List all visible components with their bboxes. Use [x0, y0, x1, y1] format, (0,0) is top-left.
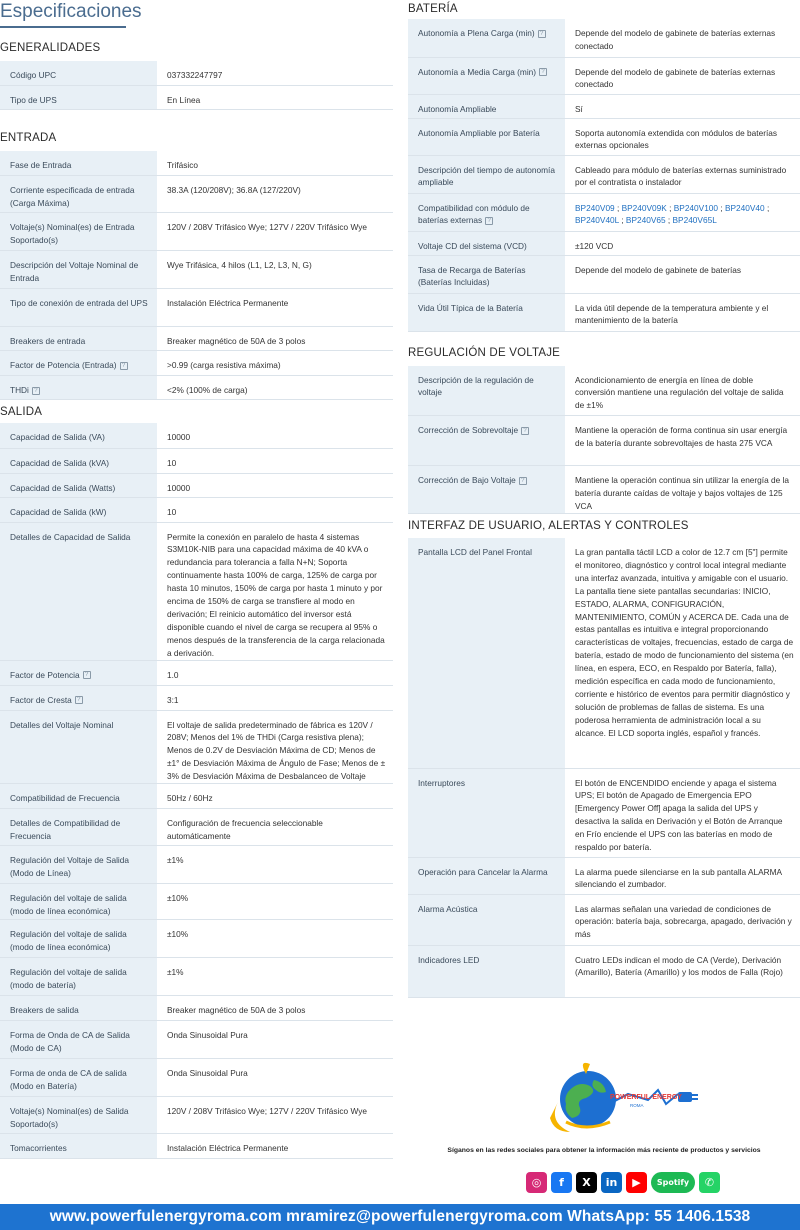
spec-value: La vida útil depende de la temperatura ambiente y el mantenimiento de la batería — [575, 302, 769, 326]
spec-value: >0.99 (carga resistiva máxima) — [167, 360, 281, 370]
logo-sub: ROMA — [630, 1103, 644, 1108]
spec-value: ±10% — [167, 929, 189, 940]
spec-label: Corrección de Sobrevoltaje — [418, 425, 519, 435]
spec-row — [0, 920, 393, 958]
info-icon[interactable]: ? — [83, 671, 91, 679]
spec-label-cell — [408, 945, 565, 997]
battery-module-link[interactable]: BP240V100 — [673, 202, 719, 213]
spec-label-cell — [0, 996, 157, 1021]
spec-value: El voltaje de salida predeterminado de fábrica es 120V / 208V; Menos del 1% de THDi (Carga resistiva plena); Menos de 0.2V de Desviación Máxima de CD; Menos de ±1° de Desviación Máxima de Ángulo de Fase; Menos de ± 3% de Desviación Máxima de Desbalanceo de Voltaje — [167, 719, 386, 782]
spec-label-cell — [408, 155, 565, 193]
spec-label: Factor de Potencia (Entrada) — [10, 360, 117, 370]
spec-value-cell — [157, 376, 393, 400]
spec-label: Tomacorrientes — [10, 1143, 67, 1154]
spec-row — [0, 996, 393, 1021]
spec-label-cell — [0, 920, 157, 958]
x-icon[interactable]: X — [576, 1172, 597, 1193]
spec-value-cell — [565, 231, 800, 255]
spec-value: La gran pantalla táctil LCD a color de 12.7 cm [5"] permite el monitoreo, diagnóstico y control local integral mediante una interfaz avanzada, intuitiva y amigable con el usuario. La pantalla tiene siete pantallas secundarias: INICIO, ESTADO, ALARMA, CONFIGURACIÓN, MANTENIMIENTO, COMÚN y ACERCA DE. Cada una de estas pantallas es intuitiva e integral proporcionando características de voltajes, frecuencias, estado de carga de batería, estado de modo de funcionamiento del sistema (en línea, en espera, ECO, en Respaldo por Batería, falla), medición específica en cada modo de funcionamiento, corriente e histórico de eventos para permitir diagnóstico y solución de problemas de fallas de sistema. Es una poderosa herramienta de administración local a su alcance. El LCD soporta inglés, español y francés. — [575, 547, 794, 738]
spec-row — [0, 327, 393, 351]
spec-label: Regulación del voltaje de salida (modo de línea económica) — [10, 929, 127, 952]
follow-text: Síganos en las redes sociales para obtener la información más reciente de productos y servicios — [447, 1147, 761, 1154]
spec-row — [408, 57, 800, 94]
spec-label-cell — [0, 1134, 157, 1159]
spec-value: Instalación Eléctrica Permanente — [167, 1143, 289, 1154]
spec-label: Capacidad de Salida (kW) — [10, 506, 107, 517]
spec-table-interfaz — [408, 538, 800, 998]
spec-label-cell — [0, 710, 157, 784]
spec-value: Trifásico — [167, 159, 199, 170]
spec-label-cell — [0, 1097, 157, 1134]
spec-row — [0, 884, 393, 920]
spec-row — [0, 660, 393, 685]
spec-value: Instalación Eléctrica Permanente — [167, 298, 289, 308]
spec-label: Corrección de Bajo Voltaje — [418, 475, 516, 485]
spec-label-cell — [408, 57, 565, 94]
spec-value: En Línea — [167, 94, 201, 105]
spec-value: 3:1 — [167, 694, 179, 705]
spec-row — [408, 768, 800, 857]
spec-value-cell — [157, 1021, 393, 1059]
spec-value-cell — [157, 958, 393, 996]
spec-label-cell — [0, 522, 157, 660]
spec-label: Interruptores — [418, 777, 466, 788]
spec-value: Cableado para módulo de baterías externas suministrado por el contratista o instalador — [575, 164, 787, 188]
spec-label-cell — [408, 193, 565, 231]
info-icon[interactable]: ? — [75, 696, 83, 704]
spec-label-cell — [408, 857, 565, 894]
spec-label: Indicadores LED — [418, 954, 480, 965]
spec-value-cell — [157, 1059, 393, 1097]
spec-row — [0, 809, 393, 846]
spec-row — [408, 231, 800, 255]
spec-label-cell — [0, 497, 157, 522]
spec-label: Operación para Cancelar la Alarma — [418, 866, 548, 877]
spec-label: Voltaje CD del sistema (VCD) — [418, 240, 527, 251]
spec-value-cell — [157, 884, 393, 920]
spec-row — [0, 1021, 393, 1059]
section-heading-bateria: BATERÍA — [408, 3, 458, 15]
info-icon[interactable]: ? — [521, 427, 529, 435]
spec-label: Voltaje(s) Nominal(es) de Entrada Soportado(s) — [10, 222, 135, 245]
spotify-icon[interactable]: Spotify — [651, 1172, 695, 1193]
spec-value-cell — [565, 538, 800, 768]
spec-value: ±1% — [167, 967, 184, 978]
spec-label-cell — [0, 784, 157, 809]
spec-table-bateria — [408, 19, 800, 332]
spec-value: Soporta autonomía extendida con módulos de baterías externas opcionales — [575, 127, 778, 151]
spec-row — [408, 894, 800, 945]
spec-value-cell — [157, 423, 393, 448]
spec-value-cell — [157, 710, 393, 784]
footer-contact-bar: www.powerfulenergyroma.com mramirez@powerfulenergyroma.com WhatsApp: 55 1406.1538 — [0, 1204, 800, 1230]
spec-label-cell — [0, 1021, 157, 1059]
spec-label: Alarma Acústica — [418, 903, 478, 914]
spec-value-cell — [157, 809, 393, 846]
spec-value-cell — [157, 151, 393, 176]
battery-module-link[interactable]: BP240V65 — [625, 215, 666, 226]
spec-value: 38.3A (120/208V); 36.8A (127/220V) — [167, 185, 301, 195]
spec-value-cell — [565, 945, 800, 997]
spec-label-cell — [408, 366, 565, 416]
spec-row — [0, 958, 393, 996]
spec-value-cell — [157, 846, 393, 884]
spec-label: Detalles de Compatibilidad de Frecuencia — [10, 818, 121, 841]
spec-value: 50Hz / 60Hz — [167, 793, 213, 804]
spec-label: Autonomía Ampliable — [418, 103, 497, 114]
section-heading-entrada: ENTRADA — [0, 131, 57, 144]
page-title: Especificaciones — [0, 1, 142, 22]
spec-row — [408, 366, 800, 416]
spec-label: Fase de Entrada — [10, 159, 72, 170]
spec-row — [0, 473, 393, 497]
spec-label: Regulación del Voltaje de Salida (Modo de Línea) — [10, 855, 130, 878]
battery-module-link[interactable]: BP240V09 — [575, 202, 615, 213]
spec-label: Tipo de conexión de entrada del UPS — [10, 298, 148, 308]
spec-value: 10 — [167, 506, 177, 517]
spec-label: Descripción del Voltaje Nominal de Entrada — [10, 260, 139, 283]
spec-label: Forma de Onda de CA de Salida (Modo de CA) — [10, 1030, 130, 1053]
spec-label-cell — [408, 255, 565, 293]
spec-value: Onda Sinusoidal Pura — [167, 1068, 248, 1079]
spec-value: Mantiene la operación continua sin utilizar la energía de la batería durante caídas de voltaje y bajos voltajes de 125 VCA — [575, 475, 790, 511]
spec-value: 10000 — [167, 482, 191, 493]
spec-row — [0, 289, 393, 327]
spec-row — [0, 61, 393, 85]
spec-label-cell — [0, 1059, 157, 1097]
spec-label: Capacidad de Salida (VA) — [10, 432, 105, 442]
spec-label-cell — [408, 293, 565, 331]
spec-row — [408, 94, 800, 118]
spec-label: Factor de Cresta — [10, 694, 72, 705]
spec-row — [0, 176, 393, 213]
logo-wordmark: POWERFUL-ENERGY — [610, 1094, 682, 1101]
spec-row — [0, 376, 393, 400]
spec-row — [0, 846, 393, 884]
battery-module-link[interactable]: BP240V65L — [672, 215, 717, 226]
spec-value: ±10% — [167, 893, 189, 904]
spec-row — [0, 522, 393, 660]
spec-label-cell — [0, 809, 157, 846]
spec-label: Autonomía Ampliable por Batería — [418, 127, 540, 138]
spec-row — [408, 155, 800, 193]
spec-value-cell — [157, 784, 393, 809]
info-icon[interactable]: ? — [485, 217, 493, 225]
info-icon[interactable]: ? — [32, 387, 40, 395]
spec-value: Wye Trifásica, 4 hilos (L1, L2, L3, N, G) — [167, 260, 312, 270]
spec-value: La alarma puede silenciarse en la sub pantalla ALARMA silenciando el zumbador. — [575, 866, 782, 890]
spec-value-cell — [157, 522, 393, 660]
spec-row — [0, 1097, 393, 1134]
spec-row — [0, 85, 393, 109]
spec-label-cell — [408, 416, 565, 466]
spec-value-cell — [157, 85, 393, 109]
spec-value-cell — [157, 1097, 393, 1134]
spec-row — [0, 423, 393, 448]
spec-label-cell — [0, 473, 157, 497]
spec-row — [408, 416, 800, 466]
spec-row — [408, 193, 800, 231]
spec-label-cell — [0, 660, 157, 685]
spec-label-cell — [0, 289, 157, 327]
spec-value: 10 — [167, 457, 177, 468]
spec-value-cell — [565, 94, 800, 118]
info-icon[interactable]: ? — [538, 30, 546, 38]
spec-label-cell — [0, 846, 157, 884]
spec-value-cell — [565, 155, 800, 193]
spec-row — [408, 293, 800, 331]
info-icon[interactable]: ? — [120, 362, 128, 370]
instagram-icon[interactable]: ◎ — [526, 1172, 547, 1193]
battery-module-link[interactable]: BP240V40L — [575, 215, 619, 226]
spec-label-cell — [0, 327, 157, 351]
spec-row — [408, 255, 800, 293]
section-heading-interfaz: INTERFAZ DE USUARIO, ALERTAS Y CONTROLES — [408, 520, 689, 532]
spec-value: Mantiene la operación de forma continua sin usar energía de la batería durante sobrevoltajes de hasta 275 VCA — [575, 425, 788, 448]
spec-label: Autonomía a Media Carga (min) — [418, 66, 537, 77]
spec-value-cell — [565, 366, 800, 416]
spec-row — [0, 251, 393, 289]
title-underline — [0, 26, 126, 28]
spec-row — [0, 448, 393, 473]
spec-label: THDi — [10, 385, 29, 395]
spec-label: Vida Útil Típica de la Batería — [418, 302, 523, 313]
spec-label-cell — [0, 685, 157, 710]
spec-table-salida — [0, 423, 393, 1159]
spec-label: Descripción del tiempo de autonomía ampliable — [418, 164, 555, 188]
spec-label: Corriente especificada de entrada (Carga Máxima) — [10, 185, 135, 208]
spec-value-cell — [157, 61, 393, 85]
spec-value: ±1% — [167, 855, 184, 866]
spec-value-cell — [565, 466, 800, 514]
spec-label-cell — [408, 538, 565, 768]
spec-label: Factor de Potencia — [10, 669, 80, 680]
spec-value-cell — [565, 19, 800, 57]
spec-row — [0, 213, 393, 251]
spec-value: Breaker magnético de 50A de 3 polos — [167, 1005, 306, 1016]
spec-label-cell — [408, 231, 565, 255]
spec-value-cell — [565, 416, 800, 466]
spec-row — [408, 857, 800, 894]
spec-row — [0, 497, 393, 522]
spec-label: Tasa de Recarga de Baterías (Baterías Incluidas) — [418, 264, 526, 288]
spec-value: Las alarmas señalan una variedad de condiciones de operación: batería baja, sobrecarga, apagado, derivación y más — [575, 903, 792, 940]
powerful-energy-logo — [408, 1062, 800, 1142]
spec-value-cell: BP240V09 ; BP240V09K ; BP240V100 ; BP240V40 ; BP240V40L ; BP240V65 ; BP240V65L — [565, 193, 800, 231]
spec-value: Depende del modelo de gabinete de baterías externas conectado — [575, 66, 776, 90]
spec-label: Capacidad de Salida (Watts) — [10, 482, 116, 493]
spec-row — [0, 351, 393, 376]
spec-value: Acondicionamiento de energía en línea de doble conversión mantiene una regulación del voltaje de salida de ±1% — [575, 374, 784, 411]
spec-row — [0, 151, 393, 176]
spec-label: Tipo de UPS — [10, 94, 57, 105]
spec-value-cell — [157, 685, 393, 710]
section-heading-regulacion: REGULACIÓN DE VOLTAJE — [408, 346, 561, 359]
spec-value-cell — [157, 327, 393, 351]
spec-value: Cuatro LEDs indican el modo de CA (Verde), Derivación (Amarillo), Batería (Amarillo) y los modos de Falla (Rojo) — [575, 954, 783, 978]
spec-value: Configuración de frecuencia seleccionable automáticamente — [167, 818, 323, 841]
spec-value: 120V / 208V Trifásico Wye; 127V / 220V Trifásico Wye — [167, 222, 367, 232]
battery-module-link[interactable]: BP240V09K — [621, 202, 667, 213]
spec-label-cell — [408, 466, 565, 514]
spec-label-cell — [0, 151, 157, 176]
spec-table-generalidades — [0, 61, 393, 110]
section-heading-generalidades: GENERALIDADES — [0, 42, 101, 54]
spec-label-cell — [0, 958, 157, 996]
spec-label-cell — [0, 351, 157, 376]
spec-value-cell — [157, 251, 393, 289]
spec-value-cell — [565, 768, 800, 857]
spec-value-cell — [565, 857, 800, 894]
spec-value-cell — [157, 473, 393, 497]
spec-label-cell — [408, 19, 565, 57]
linkedin-icon[interactable]: in — [601, 1172, 622, 1193]
youtube-icon[interactable]: ▶ — [626, 1172, 647, 1193]
spec-value: Breaker magnético de 50A de 3 polos — [167, 336, 306, 346]
spec-label-cell — [408, 894, 565, 945]
spec-label: Pantalla LCD del Panel Frontal — [418, 547, 532, 557]
spec-row — [408, 538, 800, 768]
spec-row — [408, 118, 800, 155]
spec-value-cell — [157, 1134, 393, 1159]
spec-value: 1.0 — [167, 669, 179, 680]
spec-value: El botón de ENCENDIDO enciende y apaga el sistema UPS; El botón de Apagado de Emergencia EPO [Emergency Power Off] apaga la salida del UPS y desactiva la salida en Derivación y el Botón de Arranque en Frío enciende el UPS con las baterías en modo de respaldo por batería. — [575, 777, 783, 853]
spec-row — [0, 784, 393, 809]
spec-label: Capacidad de Salida (kVA) — [10, 457, 110, 468]
whatsapp-icon[interactable]: ✆ — [699, 1172, 720, 1193]
spec-label: Breakers de entrada — [10, 336, 86, 346]
spec-value-cell — [157, 660, 393, 685]
spec-value-cell — [565, 255, 800, 293]
spec-label-cell — [0, 376, 157, 400]
spec-value: ±120 VCD — [575, 240, 614, 251]
spec-label: Autonomía a Plena Carga (min) — [418, 28, 535, 38]
spec-label: Regulación del voltaje de salida (modo de línea económica) — [10, 893, 127, 916]
spec-value: 037332247797 — [167, 70, 223, 80]
spec-row — [408, 19, 800, 57]
spec-table-regulacion — [408, 366, 800, 515]
battery-module-link[interactable]: BP240V40 — [724, 202, 765, 213]
spec-row — [408, 466, 800, 514]
spec-value: Sí — [575, 103, 583, 114]
spec-value-cell — [157, 213, 393, 251]
spec-label: Detalles de Capacidad de Salida — [10, 531, 131, 542]
spec-value: Onda Sinusoidal Pura — [167, 1030, 248, 1041]
spec-label-cell — [0, 423, 157, 448]
spec-row — [0, 1059, 393, 1097]
info-icon[interactable]: ? — [519, 477, 527, 485]
spec-row — [408, 945, 800, 997]
spec-value-cell — [565, 118, 800, 155]
spec-label: Compatibilidad con módulo de baterías externas — [418, 202, 530, 226]
spec-label: Código UPC — [10, 70, 57, 80]
spec-label: Descripción de la regulación de voltaje — [418, 374, 534, 398]
spec-value: Depende del modelo de gabinete de baterías externas conectado — [575, 28, 776, 51]
spec-label: Voltaje(s) Nominal(es) de Salida Soportado(s) — [10, 1106, 129, 1129]
spec-label: Detalles del Voltaje Nominal — [10, 719, 114, 730]
spec-value-cell — [157, 497, 393, 522]
spec-value: Permite la conexión en paralelo de hasta 4 sistemas S3M10K-NIB para una capacidad máxima de 40 kVA o redundancia para tolerancia a falla N+N; Soporta continuamente hasta 100% de carga, 125% de carga por hasta 10 minutos, 150% de carga por hasta 1 minuto y por encima de 150% de carga se transfiere al modo en derivación; El reinicio automático del inversor está disponible cuando el nivel de carga se recupera al 95% o menos después de la transferencia de la carga relacionada a derivación. — [167, 531, 385, 658]
spec-label-cell — [0, 176, 157, 213]
spec-value: 120V / 208V Trifásico Wye; 127V / 220V Trifásico Wye — [167, 1106, 367, 1117]
spec-label: Regulación del voltaje de salida (modo de batería) — [10, 967, 127, 990]
spec-label-cell — [0, 251, 157, 289]
spec-label-cell — [408, 94, 565, 118]
info-icon[interactable]: ? — [539, 68, 547, 76]
spec-label-cell — [0, 61, 157, 85]
spec-value: Depende del modelo de gabinete de baterías — [575, 264, 742, 275]
spec-value-cell — [565, 293, 800, 331]
spec-table-entrada — [0, 151, 393, 401]
spec-value-cell — [157, 289, 393, 327]
spec-value-cell — [157, 920, 393, 958]
spec-value-cell — [157, 351, 393, 376]
spec-label-cell — [0, 448, 157, 473]
spec-row — [0, 710, 393, 784]
spec-value-cell — [565, 894, 800, 945]
spec-row — [0, 685, 393, 710]
section-heading-salida: SALIDA — [0, 406, 43, 418]
spec-value-cell — [157, 176, 393, 213]
spec-row — [0, 1134, 393, 1159]
spec-label: Breakers de salida — [10, 1005, 79, 1016]
spec-label-cell — [408, 768, 565, 857]
right-column — [408, 0, 800, 998]
left-column — [0, 0, 393, 1159]
spec-value-cell — [157, 996, 393, 1021]
spec-label: Compatibilidad de Frecuencia — [10, 793, 120, 804]
spec-value: 10000 — [167, 432, 191, 442]
social-icons — [526, 1172, 720, 1193]
spec-label-cell — [0, 884, 157, 920]
spec-label-cell — [408, 118, 565, 155]
spec-value-cell — [157, 448, 393, 473]
spec-label: Forma de onda de CA de salida (Modo en Batería) — [10, 1068, 127, 1091]
spec-value: <2% (100% de carga) — [167, 385, 248, 395]
facebook-icon[interactable]: f — [551, 1172, 572, 1193]
spec-label-cell — [0, 213, 157, 251]
spec-value-cell — [565, 57, 800, 94]
spec-label-cell — [0, 85, 157, 109]
brand-logo-area — [408, 1062, 800, 1204]
